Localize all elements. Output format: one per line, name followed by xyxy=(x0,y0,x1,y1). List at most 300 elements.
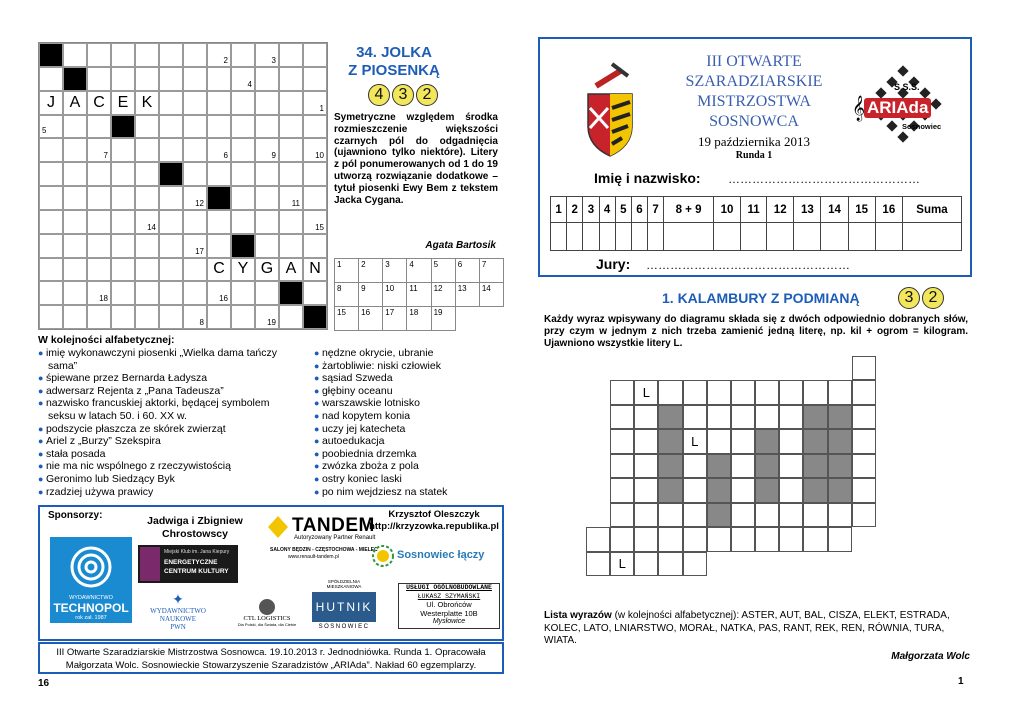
score-cell[interactable] xyxy=(664,223,714,251)
grid-cell[interactable] xyxy=(707,405,731,429)
grid-cell[interactable] xyxy=(87,91,111,115)
grid-cell[interactable] xyxy=(852,503,876,527)
renault-logo xyxy=(268,516,288,538)
grid-cell[interactable] xyxy=(207,115,231,139)
cell-number: 3 xyxy=(271,55,276,65)
clue-item: ● warszawskie lotnisko xyxy=(314,397,420,410)
sponsors-label: Sponsorzy: xyxy=(48,510,103,521)
grid-cell[interactable] xyxy=(111,210,135,234)
grid-cell[interactable] xyxy=(231,186,255,210)
grid-cell[interactable] xyxy=(255,67,279,91)
score-cell[interactable] xyxy=(767,223,794,251)
grid-cell[interactable] xyxy=(586,527,610,551)
score-cell[interactable] xyxy=(713,223,740,251)
name-field[interactable]: ………………………………………… xyxy=(728,172,920,186)
solution-cell[interactable]: 6 xyxy=(455,259,479,283)
score-header: 10 xyxy=(713,197,740,223)
grid-cell[interactable] xyxy=(63,281,87,305)
grid-cell[interactable] xyxy=(803,527,827,551)
grid-cell[interactable] xyxy=(828,503,852,527)
grid-cell[interactable] xyxy=(731,527,755,551)
grid-cell[interactable] xyxy=(303,234,327,258)
grid-cell[interactable] xyxy=(207,305,231,329)
score-header: 3 xyxy=(583,197,599,223)
grid-cell[interactable] xyxy=(634,478,658,502)
grid-cell[interactable] xyxy=(658,527,682,551)
ariada-logo: S.S.S. ARIAda 𝄞 Sosnowiec xyxy=(852,56,952,156)
grid-cell[interactable] xyxy=(135,162,159,186)
score-cell[interactable] xyxy=(631,223,647,251)
grid-cell[interactable] xyxy=(303,210,327,234)
grid-cell[interactable] xyxy=(231,305,255,329)
cell-number: 14 xyxy=(147,222,156,232)
grid-cell[interactable] xyxy=(755,405,779,429)
grid-cell[interactable] xyxy=(183,91,207,115)
grid-cell[interactable] xyxy=(683,527,707,551)
grid-cell[interactable] xyxy=(231,91,255,115)
solution-cell[interactable]: 14 xyxy=(479,283,503,307)
grid-cell[interactable] xyxy=(303,43,327,67)
grid-cell[interactable] xyxy=(303,115,327,139)
checker-square xyxy=(897,65,908,76)
grid-cell[interactable] xyxy=(207,234,231,258)
solution-cell[interactable]: 8 xyxy=(335,283,359,307)
grid-cell[interactable] xyxy=(207,91,231,115)
grid-cell[interactable] xyxy=(207,67,231,91)
clue-item: ● adwersarz Rejenta z „Pana Tadeusza” xyxy=(38,384,224,397)
solution-cell[interactable]: 2 xyxy=(359,259,383,283)
grid-cell[interactable] xyxy=(135,305,159,329)
score-header: 7 xyxy=(648,197,664,223)
grid-cell[interactable] xyxy=(111,258,135,282)
grid-cell[interactable] xyxy=(63,258,87,282)
grid-cell[interactable] xyxy=(39,234,63,258)
grid-cell[interactable] xyxy=(731,429,755,453)
grid-cell[interactable] xyxy=(610,405,634,429)
grid-cell[interactable] xyxy=(231,162,255,186)
grid-cell[interactable] xyxy=(255,234,279,258)
score-cell[interactable] xyxy=(741,223,767,251)
grid-cell[interactable] xyxy=(87,43,111,67)
grid-cell[interactable] xyxy=(159,67,183,91)
grid-cell[interactable] xyxy=(39,162,63,186)
grid-cell[interactable] xyxy=(303,91,327,115)
grid-cell[interactable] xyxy=(135,138,159,162)
grid-cell[interactable] xyxy=(63,186,87,210)
grid-cell[interactable] xyxy=(111,186,135,210)
score-cell[interactable] xyxy=(875,223,902,251)
pwn-logo: ✦ WYDAWNICTWO NAUKOWE PWN xyxy=(150,593,206,631)
grid-cell[interactable] xyxy=(111,138,135,162)
grid-cell[interactable] xyxy=(610,503,634,527)
grid-cell[interactable] xyxy=(255,138,279,162)
checker-square xyxy=(919,87,930,98)
grid-cell[interactable] xyxy=(279,115,303,139)
grid-cell[interactable] xyxy=(87,210,111,234)
solution-cell xyxy=(479,307,503,331)
grid-cell[interactable] xyxy=(183,210,207,234)
grid-cell[interactable] xyxy=(707,527,731,551)
grid-cell[interactable] xyxy=(731,478,755,502)
shaded-cell xyxy=(658,478,682,502)
grid-cell[interactable] xyxy=(135,234,159,258)
solution-cell[interactable]: 12 xyxy=(431,283,455,307)
solution-cell[interactable]: 17 xyxy=(383,307,407,331)
grid-cell[interactable] xyxy=(231,138,255,162)
grid-cell[interactable] xyxy=(852,478,876,502)
grid-cell[interactable] xyxy=(111,305,135,329)
score-cell[interactable] xyxy=(551,223,567,251)
grid-cell[interactable] xyxy=(87,281,111,305)
grid-cell[interactable] xyxy=(135,67,159,91)
grid-cell[interactable] xyxy=(135,186,159,210)
solution-cell[interactable]: 9 xyxy=(359,283,383,307)
grid-cell[interactable] xyxy=(279,91,303,115)
grid-cell[interactable] xyxy=(828,380,852,404)
grid-cell[interactable] xyxy=(779,405,803,429)
grid-cell[interactable] xyxy=(610,478,634,502)
grid-cell[interactable] xyxy=(135,210,159,234)
shaded-cell xyxy=(707,478,731,502)
solution-cell[interactable]: 18 xyxy=(407,307,431,331)
grid-cell[interactable] xyxy=(803,380,827,404)
grid-cell[interactable] xyxy=(63,305,87,329)
competition-title: III OTWARTE SZARADZIARSKIE MISTRZOSTWA SOSNOWCA xyxy=(685,53,823,130)
solution-cell[interactable]: 3 xyxy=(383,259,407,283)
grid-cell[interactable] xyxy=(634,454,658,478)
grid-cell[interactable] xyxy=(755,380,779,404)
grid-cell[interactable] xyxy=(658,380,682,404)
grid-cell[interactable] xyxy=(683,429,707,453)
score-header: 2 xyxy=(567,197,583,223)
grid-cell[interactable] xyxy=(87,138,111,162)
grid-cell[interactable] xyxy=(779,527,803,551)
grid-cell[interactable] xyxy=(159,115,183,139)
grid-cell[interactable] xyxy=(231,43,255,67)
solution-cell[interactable]: 13 xyxy=(455,283,479,307)
clue-item: ● autoedukacja xyxy=(314,435,385,448)
grid-cell[interactable] xyxy=(63,91,87,115)
grid-cell[interactable] xyxy=(63,162,87,186)
grid-cell[interactable] xyxy=(135,91,159,115)
grid-cell[interactable] xyxy=(39,115,63,139)
grid-cell[interactable] xyxy=(87,305,111,329)
grid-cell[interactable] xyxy=(610,380,634,404)
grid-cell[interactable] xyxy=(87,258,111,282)
grid-cell[interactable] xyxy=(159,305,183,329)
grid-cell[interactable] xyxy=(731,503,755,527)
grid-cell[interactable] xyxy=(207,210,231,234)
grid-cell[interactable] xyxy=(159,234,183,258)
grid-cell[interactable] xyxy=(779,380,803,404)
tandem-logo: TANDEM xyxy=(292,515,375,536)
grid-cell[interactable] xyxy=(634,380,658,404)
grid-cell[interactable] xyxy=(279,43,303,67)
grid-cell[interactable] xyxy=(303,186,327,210)
grid-cell[interactable] xyxy=(779,478,803,502)
grid-cell[interactable] xyxy=(87,186,111,210)
grid-cell[interactable] xyxy=(779,503,803,527)
grid-cell[interactable] xyxy=(159,91,183,115)
grid-cell[interactable] xyxy=(231,115,255,139)
solution-cell[interactable]: 10 xyxy=(383,283,407,307)
grid-cell[interactable] xyxy=(634,429,658,453)
grid-cell[interactable] xyxy=(683,503,707,527)
cell-letter: E xyxy=(117,93,129,111)
grid-cell[interactable] xyxy=(183,234,207,258)
puzzle-title: 1. KALAMBURY Z PODMIANĄ xyxy=(662,290,860,306)
grid-cell[interactable] xyxy=(707,380,731,404)
grid-cell[interactable] xyxy=(755,527,779,551)
tandem-url: www.renault-tandem.pl xyxy=(288,554,339,560)
grid-cell[interactable] xyxy=(183,138,207,162)
grid-cell[interactable] xyxy=(586,552,610,576)
grid-cell[interactable] xyxy=(683,552,707,576)
grid-cell[interactable] xyxy=(255,305,279,329)
clue-item: ● imię wykonawczyni piosenki „Wielka dama tańczy sama” xyxy=(38,347,278,372)
grid-cell[interactable] xyxy=(135,43,159,67)
grid-cell[interactable] xyxy=(279,234,303,258)
grid-cell[interactable] xyxy=(183,305,207,329)
grid-cell[interactable] xyxy=(852,454,876,478)
grid-cell[interactable] xyxy=(111,234,135,258)
solution-cell[interactable]: 11 xyxy=(407,283,431,307)
grid-cell[interactable] xyxy=(279,258,303,282)
grid-cell[interactable] xyxy=(852,405,876,429)
score-cell[interactable] xyxy=(821,223,848,251)
grid-cell[interactable] xyxy=(63,210,87,234)
grid-cell[interactable] xyxy=(303,258,327,282)
grid-cell[interactable] xyxy=(852,356,876,380)
grid-cell[interactable] xyxy=(207,281,231,305)
score-cell[interactable] xyxy=(567,223,583,251)
grid-cell[interactable] xyxy=(610,454,634,478)
black-cell xyxy=(63,67,87,91)
clue-item: ● żartobliwie: niski człowiek xyxy=(314,359,441,372)
grid-cell[interactable] xyxy=(39,91,63,115)
grid-cell[interactable] xyxy=(634,405,658,429)
solution-cell[interactable]: 16 xyxy=(359,307,383,331)
sosnowiec-sun-icon xyxy=(372,545,394,567)
grid-cell[interactable] xyxy=(63,138,87,162)
grid-cell[interactable] xyxy=(111,67,135,91)
score-cell[interactable] xyxy=(615,223,631,251)
cell-number: 17 xyxy=(195,246,204,256)
grid-cell[interactable] xyxy=(183,162,207,186)
grid-cell[interactable] xyxy=(731,405,755,429)
grid-cell[interactable] xyxy=(279,67,303,91)
shaded-cell xyxy=(828,429,852,453)
grid-cell[interactable] xyxy=(207,162,231,186)
grid-cell[interactable] xyxy=(159,258,183,282)
uslugi-sponsor: USŁUGI OGÓLNOBUDOWLANE ŁUKASZ SZYMAŃSKI Ul. Obrońców Westerplatte 10B Mysłowice xyxy=(398,583,500,629)
clue-item: ● podszycie płaszcza ze skórek zwierząt xyxy=(38,422,226,435)
solution-cell[interactable]: 5 xyxy=(431,259,455,283)
technopol-logo: WYDAWNICTWO TECHNOPOL rok zał. 1987 xyxy=(50,537,132,623)
grid-cell[interactable] xyxy=(634,503,658,527)
grid-cell[interactable] xyxy=(111,281,135,305)
score-header: 15 xyxy=(848,197,875,223)
grid-cell[interactable] xyxy=(231,281,255,305)
jolka-title: 34. JOLKA Z PIOSENKĄ xyxy=(348,44,440,79)
grid-cell[interactable] xyxy=(658,552,682,576)
footer-box: III Otwarte Szaradziarskie Mistrzostwa Sosnowca. 19.10.2013 r. Jednodniówka. Runda 1. Opracowała Małgorzata Wolc. Sosnowieckie Stowarzyszenie Szaradzistów „ARIAda”. Nakład 60 egzemplarzy. xyxy=(38,642,504,674)
sosnowiec-logo: Sosnowiec łączy xyxy=(397,549,485,561)
shaded-cell xyxy=(755,429,779,453)
sponsor-person: Jadwiga i Zbigniew Chrostowscy xyxy=(147,515,243,540)
grid-cell[interactable] xyxy=(303,162,327,186)
krzyzowka-sponsor: Krzysztof Oleszczyk http://krzyzowka.republika.pl xyxy=(369,509,499,532)
crossword-grid xyxy=(38,42,328,330)
cell-number: 12 xyxy=(195,198,204,208)
grid-cell[interactable] xyxy=(183,258,207,282)
grid-cell[interactable] xyxy=(255,43,279,67)
grid-cell[interactable] xyxy=(303,281,327,305)
grid-cell[interactable] xyxy=(183,67,207,91)
competition-date: 19 października 2013 xyxy=(698,134,810,149)
grid-cell[interactable] xyxy=(183,281,207,305)
grid-cell[interactable] xyxy=(852,380,876,404)
grid-cell[interactable] xyxy=(231,210,255,234)
shaded-cell xyxy=(755,454,779,478)
grid-cell[interactable] xyxy=(39,67,63,91)
grid-cell[interactable] xyxy=(39,258,63,282)
grid-cell[interactable] xyxy=(159,281,183,305)
grid-cell[interactable] xyxy=(279,162,303,186)
solution-cell[interactable]: 4 xyxy=(407,259,431,283)
grid-cell[interactable] xyxy=(135,281,159,305)
black-cell xyxy=(231,234,255,258)
grid-cell[interactable] xyxy=(87,162,111,186)
grid-cell[interactable] xyxy=(779,454,803,478)
grid-cell[interactable] xyxy=(39,305,63,329)
grid-cell[interactable] xyxy=(63,115,87,139)
solution-row xyxy=(335,283,504,307)
solution-cell[interactable]: 19 xyxy=(431,307,455,331)
solution-cell[interactable]: 7 xyxy=(479,259,503,283)
grid-cell[interactable] xyxy=(231,258,255,282)
grid-cell[interactable] xyxy=(279,138,303,162)
grid-cell[interactable] xyxy=(610,429,634,453)
grid-cell[interactable] xyxy=(303,67,327,91)
score-header: 11 xyxy=(741,197,767,223)
solution-cell[interactable]: 1 xyxy=(335,259,359,283)
tandem-address: SALONY BĘDZIN - CZĘSTOCHOWA - MIELEC xyxy=(270,547,378,553)
cell-number: 15 xyxy=(315,222,324,232)
grid-cell[interactable] xyxy=(828,527,852,551)
grid-cell[interactable] xyxy=(303,138,327,162)
grid-cell[interactable] xyxy=(111,91,135,115)
grid-cell[interactable] xyxy=(683,454,707,478)
page-number-right: 1 xyxy=(958,676,964,687)
score-cell[interactable] xyxy=(583,223,599,251)
grid-cell[interactable] xyxy=(207,258,231,282)
kalambury-grid xyxy=(586,356,876,576)
grid-cell[interactable] xyxy=(707,429,731,453)
solution-cell[interactable]: 15 xyxy=(335,307,359,331)
grid-cell[interactable] xyxy=(731,380,755,404)
score-cell[interactable] xyxy=(848,223,875,251)
black-cell xyxy=(279,281,303,305)
grid-cell[interactable] xyxy=(779,429,803,453)
cell-number: 18 xyxy=(99,294,108,304)
cell-number: 9 xyxy=(271,151,276,161)
grid-cell[interactable] xyxy=(634,527,658,551)
grid-cell[interactable] xyxy=(731,454,755,478)
grid-cell[interactable] xyxy=(159,210,183,234)
grid-cell[interactable] xyxy=(87,67,111,91)
grid-cell[interactable] xyxy=(658,503,682,527)
score-header: 1 xyxy=(551,197,567,223)
grid-cell[interactable] xyxy=(231,67,255,91)
grid-cell[interactable] xyxy=(87,115,111,139)
grid-cell[interactable] xyxy=(255,210,279,234)
cell-number: 13 xyxy=(315,318,324,327)
score-cell[interactable] xyxy=(648,223,664,251)
cell-letter: A xyxy=(285,260,297,278)
grid-cell[interactable] xyxy=(39,281,63,305)
grid-cell[interactable] xyxy=(63,43,87,67)
grid-cell[interactable] xyxy=(279,210,303,234)
grid-cell[interactable] xyxy=(255,258,279,282)
grid-cell[interactable] xyxy=(279,186,303,210)
grid-cell[interactable] xyxy=(39,186,63,210)
grid-cell[interactable] xyxy=(683,478,707,502)
black-cell xyxy=(39,43,63,67)
grid-cell[interactable] xyxy=(255,281,279,305)
points-badges-right: 3 2 xyxy=(896,287,944,309)
grid-cell[interactable] xyxy=(683,405,707,429)
grid-cell[interactable] xyxy=(852,429,876,453)
grid-cell[interactable] xyxy=(610,552,634,576)
grid-cell[interactable] xyxy=(87,234,111,258)
grid-cell[interactable] xyxy=(135,258,159,282)
grid-cell[interactable] xyxy=(183,186,207,210)
grid-cell[interactable] xyxy=(183,115,207,139)
grid-cell[interactable] xyxy=(683,380,707,404)
grid-cell[interactable] xyxy=(183,43,207,67)
grid-cell[interactable] xyxy=(39,138,63,162)
grid-cell[interactable] xyxy=(135,115,159,139)
grid-cell[interactable] xyxy=(255,91,279,115)
grid-cell[interactable] xyxy=(255,115,279,139)
jury-field[interactable]: …………………………………………… xyxy=(646,258,850,272)
grid-cell[interactable] xyxy=(111,43,135,67)
clue-item: ● rzadziej używa prawicy xyxy=(38,485,154,498)
grid-cell[interactable] xyxy=(159,43,183,67)
grid-cell[interactable] xyxy=(63,234,87,258)
grid-cell[interactable] xyxy=(207,138,231,162)
cell-letter: Y xyxy=(237,260,249,278)
grid-cell[interactable] xyxy=(610,527,634,551)
grid-cell[interactable] xyxy=(207,43,231,67)
grid-cell[interactable] xyxy=(634,552,658,576)
grid-cell[interactable] xyxy=(255,162,279,186)
clue-item: ● ostry koniec laski xyxy=(314,472,402,485)
score-cell[interactable] xyxy=(599,223,615,251)
grid-cell[interactable] xyxy=(803,503,827,527)
grid-cell[interactable] xyxy=(39,210,63,234)
score-cell[interactable] xyxy=(902,223,961,251)
grid-cell[interactable] xyxy=(159,186,183,210)
grid-cell[interactable] xyxy=(159,138,183,162)
score-cell[interactable] xyxy=(794,223,821,251)
grid-cell[interactable] xyxy=(255,186,279,210)
grid-cell[interactable] xyxy=(755,503,779,527)
grid-cell[interactable] xyxy=(279,305,303,329)
solution-cell xyxy=(455,307,479,331)
grid-cell[interactable] xyxy=(111,162,135,186)
